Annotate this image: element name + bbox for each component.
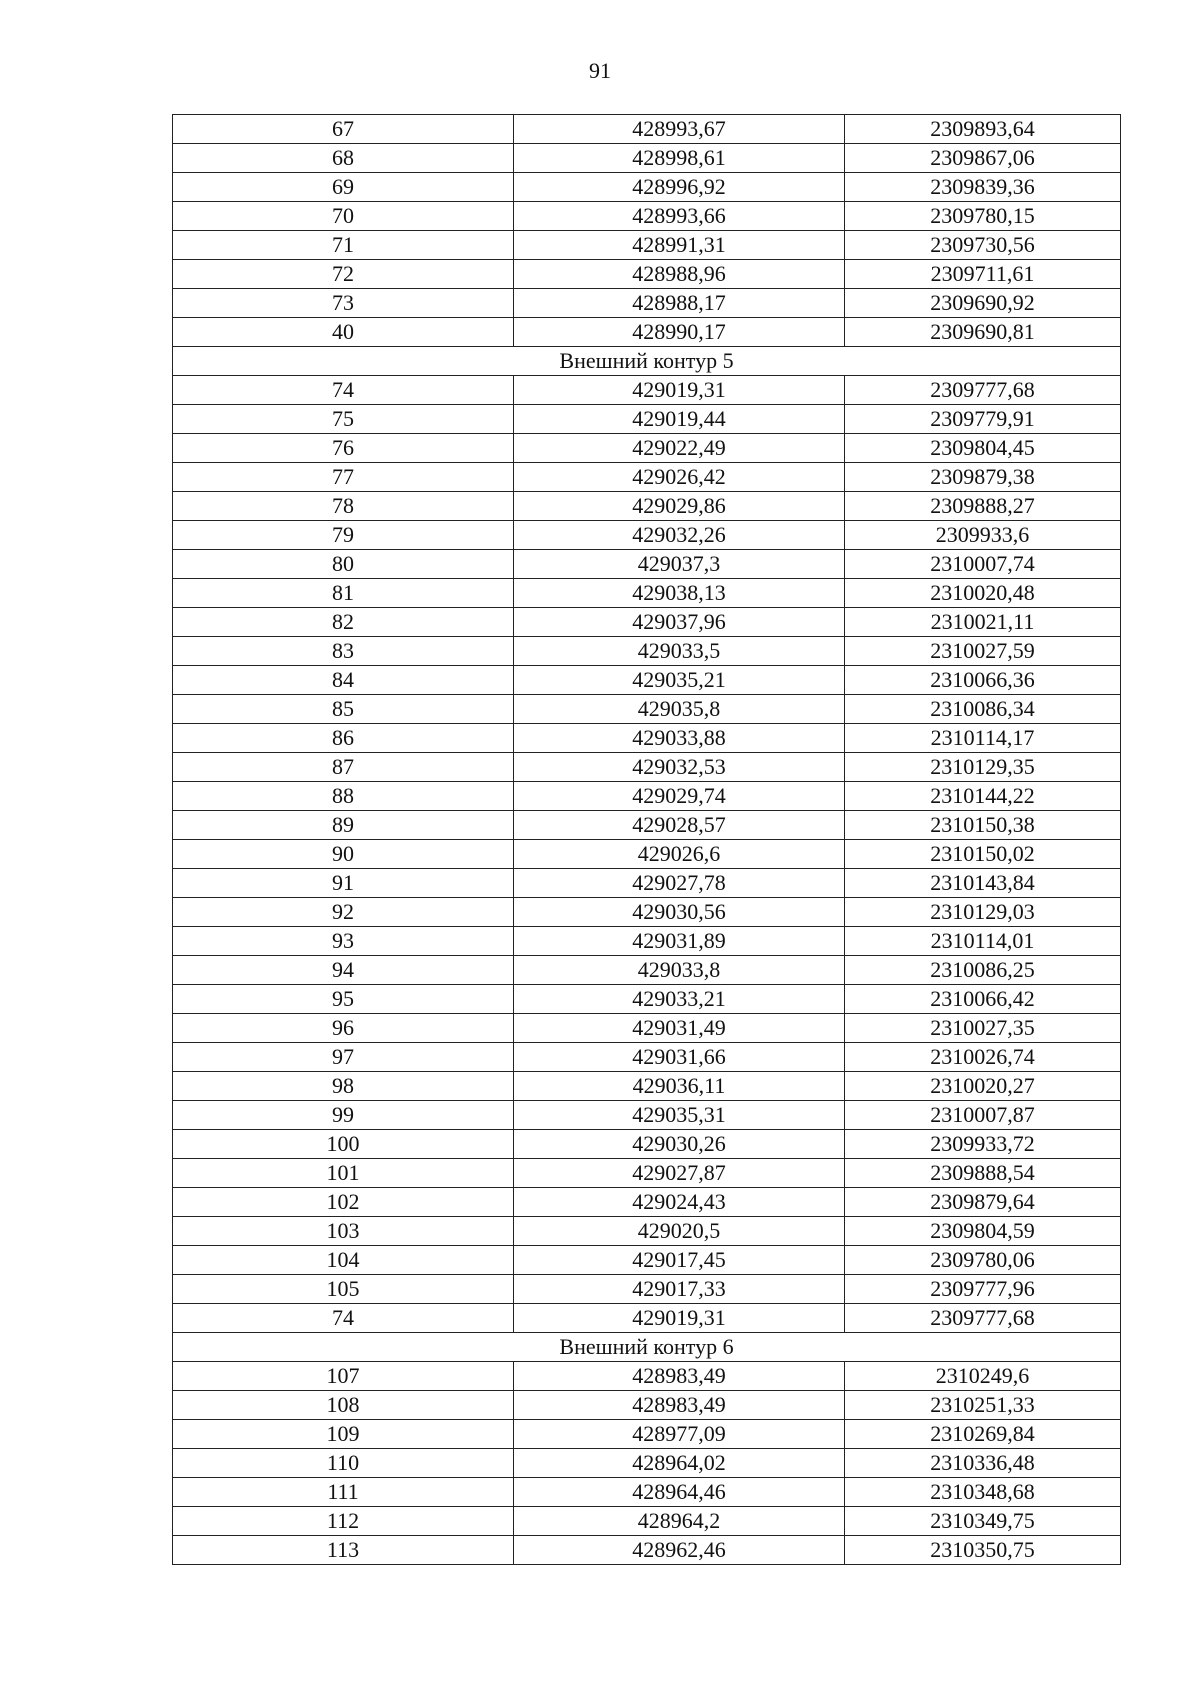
y-coordinate-cell: 2310114,01 [845, 927, 1121, 956]
point-number-cell: 83 [173, 637, 514, 666]
y-coordinate-cell: 2310066,36 [845, 666, 1121, 695]
x-coordinate-cell: 429031,89 [514, 927, 845, 956]
point-number-cell: 96 [173, 1014, 514, 1043]
x-coordinate-cell: 428991,31 [514, 231, 845, 260]
y-coordinate-cell: 2309839,36 [845, 173, 1121, 202]
point-number-cell: 101 [173, 1159, 514, 1188]
point-number-cell: 111 [173, 1478, 514, 1507]
x-coordinate-cell: 429022,49 [514, 434, 845, 463]
x-coordinate-cell: 428993,66 [514, 202, 845, 231]
table-row [173, 608, 1121, 637]
point-number-cell: 89 [173, 811, 514, 840]
table-row [173, 1275, 1121, 1304]
point-number-cell: 69 [173, 173, 514, 202]
y-coordinate-cell: 2310026,74 [845, 1043, 1121, 1072]
y-coordinate-cell: 2310336,48 [845, 1449, 1121, 1478]
x-coordinate-cell: 428988,96 [514, 260, 845, 289]
table-row [173, 869, 1121, 898]
y-coordinate-cell: 2310020,48 [845, 579, 1121, 608]
coordinates-table-body [173, 115, 1121, 1565]
x-coordinate-cell: 429037,3 [514, 550, 845, 579]
y-coordinate-cell: 2309804,45 [845, 434, 1121, 463]
point-number-cell: 73 [173, 289, 514, 318]
y-coordinate-cell: 2310349,75 [845, 1507, 1121, 1536]
point-number-cell: 99 [173, 1101, 514, 1130]
table-row [173, 1420, 1121, 1449]
table-row [173, 811, 1121, 840]
table-row [173, 405, 1121, 434]
y-coordinate-cell: 2310249,6 [845, 1362, 1121, 1391]
point-number-cell: 107 [173, 1362, 514, 1391]
table-row [173, 1304, 1121, 1333]
y-coordinate-cell: 2309893,64 [845, 115, 1121, 144]
point-number-cell: 72 [173, 260, 514, 289]
table-row [173, 1101, 1121, 1130]
y-coordinate-cell: 2310269,84 [845, 1420, 1121, 1449]
table-row [173, 376, 1121, 405]
y-coordinate-cell: 2309777,68 [845, 1304, 1121, 1333]
point-number-cell: 76 [173, 434, 514, 463]
y-coordinate-cell: 2309777,68 [845, 376, 1121, 405]
point-number-cell: 74 [173, 1304, 514, 1333]
x-coordinate-cell: 429032,26 [514, 521, 845, 550]
y-coordinate-cell: 2310114,17 [845, 724, 1121, 753]
y-coordinate-cell: 2309888,54 [845, 1159, 1121, 1188]
y-coordinate-cell: 2310348,68 [845, 1478, 1121, 1507]
y-coordinate-cell: 2310150,02 [845, 840, 1121, 869]
point-number-cell: 86 [173, 724, 514, 753]
table-row [173, 927, 1121, 956]
y-coordinate-cell: 2310007,74 [845, 550, 1121, 579]
table-row [173, 637, 1121, 666]
point-number-cell: 109 [173, 1420, 514, 1449]
section-header-row [173, 1333, 1121, 1362]
x-coordinate-cell: 428993,67 [514, 115, 845, 144]
point-number-cell: 80 [173, 550, 514, 579]
x-coordinate-cell: 429038,13 [514, 579, 845, 608]
y-coordinate-cell: 2310007,87 [845, 1101, 1121, 1130]
table-row [173, 1217, 1121, 1246]
point-number-cell: 87 [173, 753, 514, 782]
table-row [173, 840, 1121, 869]
x-coordinate-cell: 429033,21 [514, 985, 845, 1014]
x-coordinate-cell: 429033,5 [514, 637, 845, 666]
table-row [173, 318, 1121, 347]
table-row [173, 115, 1121, 144]
table-row [173, 173, 1121, 202]
y-coordinate-cell: 2309933,6 [845, 521, 1121, 550]
section-header: Внешний контур 6 [173, 1333, 1121, 1362]
x-coordinate-cell: 429037,96 [514, 608, 845, 637]
x-coordinate-cell: 429033,88 [514, 724, 845, 753]
point-number-cell: 100 [173, 1130, 514, 1159]
point-number-cell: 105 [173, 1275, 514, 1304]
y-coordinate-cell: 2309933,72 [845, 1130, 1121, 1159]
y-coordinate-cell: 2309711,61 [845, 260, 1121, 289]
x-coordinate-cell: 429029,86 [514, 492, 845, 521]
point-number-cell: 84 [173, 666, 514, 695]
point-number-cell: 93 [173, 927, 514, 956]
table-row [173, 1478, 1121, 1507]
point-number-cell: 74 [173, 376, 514, 405]
x-coordinate-cell: 429032,53 [514, 753, 845, 782]
point-number-cell: 40 [173, 318, 514, 347]
table-row [173, 782, 1121, 811]
x-coordinate-cell: 428964,46 [514, 1478, 845, 1507]
page-number: 91 [589, 58, 611, 83]
point-number-cell: 82 [173, 608, 514, 637]
point-number-cell: 71 [173, 231, 514, 260]
table-row [173, 1130, 1121, 1159]
x-coordinate-cell: 429031,66 [514, 1043, 845, 1072]
point-number-cell: 92 [173, 898, 514, 927]
table-row [173, 492, 1121, 521]
x-coordinate-cell: 429028,57 [514, 811, 845, 840]
y-coordinate-cell: 2310021,11 [845, 608, 1121, 637]
section-header-row [173, 347, 1121, 376]
y-coordinate-cell: 2309879,38 [845, 463, 1121, 492]
point-number-cell: 94 [173, 956, 514, 985]
y-coordinate-cell: 2309780,15 [845, 202, 1121, 231]
x-coordinate-cell: 428988,17 [514, 289, 845, 318]
table-row [173, 1536, 1121, 1565]
y-coordinate-cell: 2310129,03 [845, 898, 1121, 927]
table-row [173, 231, 1121, 260]
x-coordinate-cell: 428998,61 [514, 144, 845, 173]
table-row [173, 1188, 1121, 1217]
x-coordinate-cell: 429030,26 [514, 1130, 845, 1159]
table-row [173, 695, 1121, 724]
table-row [173, 1246, 1121, 1275]
y-coordinate-cell: 2309867,06 [845, 144, 1121, 173]
table-row [173, 1507, 1121, 1536]
x-coordinate-cell: 428990,17 [514, 318, 845, 347]
point-number-cell: 85 [173, 695, 514, 724]
point-number-cell: 95 [173, 985, 514, 1014]
table-row [173, 1391, 1121, 1420]
table-row [173, 985, 1121, 1014]
table-row [173, 289, 1121, 318]
point-number-cell: 91 [173, 869, 514, 898]
table-row [173, 260, 1121, 289]
point-number-cell: 98 [173, 1072, 514, 1101]
coordinates-table [172, 114, 1121, 1565]
x-coordinate-cell: 429019,31 [514, 376, 845, 405]
x-coordinate-cell: 428983,49 [514, 1391, 845, 1420]
x-coordinate-cell: 429036,11 [514, 1072, 845, 1101]
table-row [173, 521, 1121, 550]
point-number-cell: 75 [173, 405, 514, 434]
x-coordinate-cell: 429035,8 [514, 695, 845, 724]
y-coordinate-cell: 2310066,42 [845, 985, 1121, 1014]
y-coordinate-cell: 2309777,96 [845, 1275, 1121, 1304]
point-number-cell: 104 [173, 1246, 514, 1275]
section-header: Внешний контур 5 [173, 347, 1121, 376]
table-row [173, 898, 1121, 927]
table-row [173, 753, 1121, 782]
point-number-cell: 68 [173, 144, 514, 173]
point-number-cell: 81 [173, 579, 514, 608]
x-coordinate-cell: 429020,5 [514, 1217, 845, 1246]
table-row [173, 1449, 1121, 1478]
point-number-cell: 79 [173, 521, 514, 550]
table-row [173, 956, 1121, 985]
point-number-cell: 78 [173, 492, 514, 521]
y-coordinate-cell: 2309730,56 [845, 231, 1121, 260]
y-coordinate-cell: 2309804,59 [845, 1217, 1121, 1246]
table-row [173, 666, 1121, 695]
y-coordinate-cell: 2310129,35 [845, 753, 1121, 782]
x-coordinate-cell: 428977,09 [514, 1420, 845, 1449]
x-coordinate-cell: 429026,6 [514, 840, 845, 869]
y-coordinate-cell: 2310086,25 [845, 956, 1121, 985]
y-coordinate-cell: 2309888,27 [845, 492, 1121, 521]
point-number-cell: 90 [173, 840, 514, 869]
x-coordinate-cell: 429035,21 [514, 666, 845, 695]
y-coordinate-cell: 2310350,75 [845, 1536, 1121, 1565]
x-coordinate-cell: 429027,78 [514, 869, 845, 898]
y-coordinate-cell: 2310027,59 [845, 637, 1121, 666]
x-coordinate-cell: 428983,49 [514, 1362, 845, 1391]
y-coordinate-cell: 2310251,33 [845, 1391, 1121, 1420]
y-coordinate-cell: 2310143,84 [845, 869, 1121, 898]
table-row [173, 1072, 1121, 1101]
y-coordinate-cell: 2310027,35 [845, 1014, 1121, 1043]
table-row [173, 144, 1121, 173]
x-coordinate-cell: 429031,49 [514, 1014, 845, 1043]
x-coordinate-cell: 429029,74 [514, 782, 845, 811]
y-coordinate-cell: 2309780,06 [845, 1246, 1121, 1275]
x-coordinate-cell: 428964,2 [514, 1507, 845, 1536]
x-coordinate-cell: 429026,42 [514, 463, 845, 492]
point-number-cell: 67 [173, 115, 514, 144]
x-coordinate-cell: 429019,31 [514, 1304, 845, 1333]
x-coordinate-cell: 429019,44 [514, 405, 845, 434]
x-coordinate-cell: 428962,46 [514, 1536, 845, 1565]
table-row [173, 1043, 1121, 1072]
x-coordinate-cell: 428996,92 [514, 173, 845, 202]
x-coordinate-cell: 429030,56 [514, 898, 845, 927]
x-coordinate-cell: 429024,43 [514, 1188, 845, 1217]
table-row [173, 434, 1121, 463]
point-number-cell: 108 [173, 1391, 514, 1420]
x-coordinate-cell: 429027,87 [514, 1159, 845, 1188]
table-row [173, 550, 1121, 579]
point-number-cell: 112 [173, 1507, 514, 1536]
y-coordinate-cell: 2310144,22 [845, 782, 1121, 811]
table-row [173, 1159, 1121, 1188]
x-coordinate-cell: 429017,45 [514, 1246, 845, 1275]
x-coordinate-cell: 428964,02 [514, 1449, 845, 1478]
point-number-cell: 103 [173, 1217, 514, 1246]
y-coordinate-cell: 2310086,34 [845, 695, 1121, 724]
y-coordinate-cell: 2309879,64 [845, 1188, 1121, 1217]
point-number-cell: 70 [173, 202, 514, 231]
point-number-cell: 113 [173, 1536, 514, 1565]
point-number-cell: 77 [173, 463, 514, 492]
y-coordinate-cell: 2309690,92 [845, 289, 1121, 318]
table-row [173, 724, 1121, 753]
point-number-cell: 110 [173, 1449, 514, 1478]
point-number-cell: 102 [173, 1188, 514, 1217]
table-row [173, 1014, 1121, 1043]
table-row [173, 1362, 1121, 1391]
y-coordinate-cell: 2310020,27 [845, 1072, 1121, 1101]
point-number-cell: 88 [173, 782, 514, 811]
y-coordinate-cell: 2310150,38 [845, 811, 1121, 840]
x-coordinate-cell: 429033,8 [514, 956, 845, 985]
y-coordinate-cell: 2309690,81 [845, 318, 1121, 347]
table-row [173, 463, 1121, 492]
y-coordinate-cell: 2309779,91 [845, 405, 1121, 434]
table-row [173, 579, 1121, 608]
x-coordinate-cell: 429017,33 [514, 1275, 845, 1304]
x-coordinate-cell: 429035,31 [514, 1101, 845, 1130]
point-number-cell: 97 [173, 1043, 514, 1072]
table-row [173, 202, 1121, 231]
